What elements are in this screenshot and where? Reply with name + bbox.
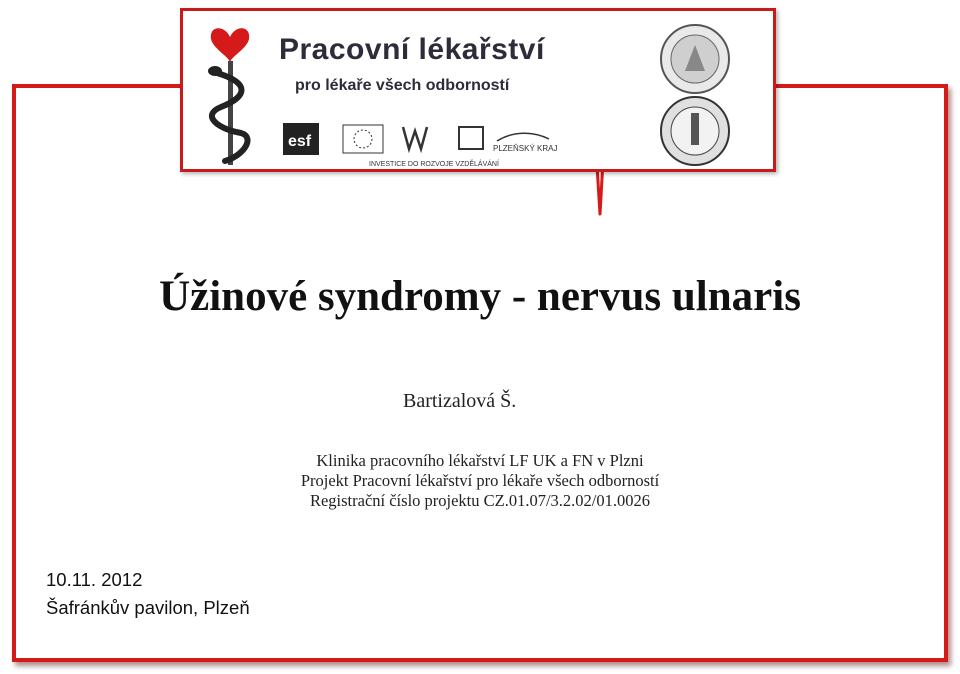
caduceus-heart-icon — [195, 15, 265, 169]
affiliation-line: Klinika pracovního lékařství LF UK a FN v Plzni — [316, 451, 644, 470]
banner-title: Pracovní lékařství — [279, 33, 545, 66]
charles-university-seal-icon — [659, 23, 731, 95]
affiliation-line: Projekt Pracovní lékařství pro lékaře všech odborností — [300, 471, 660, 490]
affiliation-block — [0, 451, 960, 511]
presentation-place: Šafránkův pavilon, Plzeň — [46, 597, 250, 618]
affiliation-line: Registrační číslo projektu CZ.01.07/3.2.02/01.0026 — [309, 491, 651, 510]
logo-caption: INVESTICE DO ROZVOJE VZDĚLÁVÁNÍ — [369, 161, 499, 168]
banner-subtitle: pro lékaře všech odborností — [295, 77, 510, 94]
faculty-seal-icon — [659, 95, 731, 167]
slide-title: Úžinové syndromy - nervus ulnaris — [159, 273, 801, 320]
header-banner — [180, 8, 776, 172]
author-name: Bartizalová Š. — [403, 390, 517, 412]
presentation-date: 10.11. 2012 — [46, 569, 143, 590]
plzensky-kraj-label: PLZEŇSKÝ KRAJ — [493, 144, 558, 153]
svg-text:esf: esf — [288, 133, 312, 150]
eu-funding-logos — [283, 119, 563, 165]
